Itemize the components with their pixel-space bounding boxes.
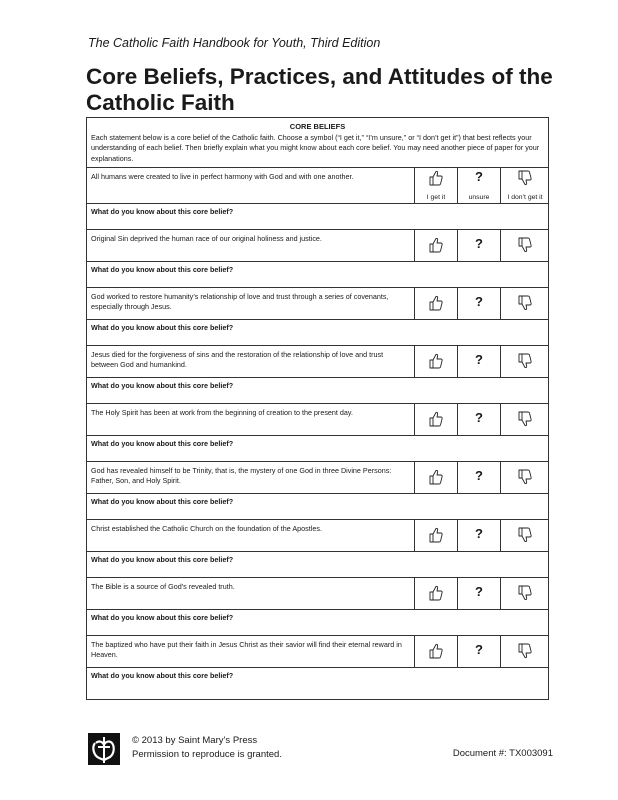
belief-row: [87, 288, 548, 320]
question-mark-icon: ?: [475, 584, 483, 599]
unsure-choice[interactable]: [457, 578, 500, 609]
get-it-choice[interactable]: [414, 404, 457, 435]
dont-get-it-choice[interactable]: [500, 346, 549, 377]
thumbs-up-icon: [429, 643, 443, 664]
get-it-choice[interactable]: [414, 168, 457, 203]
thumbs-up-icon: [429, 411, 443, 432]
answer-area[interactable]: [87, 204, 548, 230]
question-mark-icon: ?: [475, 169, 483, 184]
dont-get-it-label: I don’t get it: [507, 194, 543, 201]
permission-text: Permission to reproduce is granted.: [132, 749, 282, 760]
answer-area[interactable]: [87, 668, 548, 699]
belief-statement: The baptized who have put their faith in Jesus Christ as their savior will find their eternal reward in Heaven.: [91, 640, 402, 660]
answer-prompt: What do you know about this core belief?: [91, 671, 234, 680]
question-mark-icon: ?: [475, 642, 483, 657]
unsure-label: unsure: [468, 194, 490, 201]
answer-prompt: What do you know about this core belief?: [91, 207, 234, 216]
get-it-choice[interactable]: [414, 520, 457, 551]
thumbs-down-icon: [518, 469, 532, 490]
document-number: Document #: TX003091: [452, 748, 553, 759]
thumbs-down-icon: [518, 237, 532, 258]
thumbs-up-icon: [429, 353, 443, 374]
belief-statement: All humans were created to live in perfect harmony with God and with one another.: [91, 172, 354, 181]
answer-prompt: What do you know about this core belief?: [91, 497, 234, 506]
core-beliefs-table: [86, 117, 549, 700]
answer-area[interactable]: [87, 494, 548, 520]
belief-statement: The Bible is a source of God’s revealed truth.: [91, 582, 235, 591]
belief-statement: God has revealed himself to be Trinity, that is, the mystery of one God in three Divine Persons: Father, Son, and Holy Spirit.: [91, 466, 392, 486]
dont-get-it-choice[interactable]: [500, 168, 549, 203]
belief-row: [87, 578, 548, 610]
belief-row: [87, 404, 548, 436]
page-title: Core Beliefs, Practices, and Attitudes of the Catholic Faith: [86, 64, 553, 115]
dont-get-it-choice[interactable]: [500, 520, 549, 551]
thumbs-up-icon: [429, 295, 443, 316]
answer-area[interactable]: [87, 436, 548, 462]
unsure-choice[interactable]: [457, 404, 500, 435]
answer-prompt: What do you know about this core belief?: [91, 381, 234, 390]
question-mark-icon: ?: [475, 294, 483, 309]
answer-prompt: What do you know about this core belief?: [91, 323, 234, 332]
answer-area[interactable]: [87, 552, 548, 578]
thumbs-down-icon: [518, 527, 532, 548]
unsure-choice[interactable]: [457, 346, 500, 377]
unsure-choice[interactable]: [457, 520, 500, 551]
get-it-label: I get it: [426, 194, 446, 201]
book-title: The Catholic Faith Handbook for Youth, Third Edition: [88, 36, 381, 50]
footer: [88, 733, 553, 767]
answer-area[interactable]: [87, 378, 548, 404]
belief-row: [87, 462, 548, 494]
get-it-choice[interactable]: [414, 230, 457, 261]
question-mark-icon: ?: [475, 526, 483, 541]
answer-prompt: What do you know about this core belief?: [91, 555, 234, 564]
thumbs-up-icon: [429, 585, 443, 606]
belief-statement: God worked to restore humanity’s relationship of love and trust through a series of covenants, especially through Jesus.: [91, 292, 389, 312]
question-mark-icon: ?: [475, 468, 483, 483]
copyright-block: [132, 734, 282, 762]
thumbs-down-icon: [518, 643, 532, 664]
belief-statement: The Holy Spirit has been at work from the beginning of creation to the present day.: [91, 408, 353, 417]
dont-get-it-choice[interactable]: [500, 636, 549, 667]
belief-statement: Jesus died for the forgiveness of sins and the restoration of the relationship of love and trust between God and humankind.: [91, 350, 384, 370]
copyright-text: © 2013 by Saint Mary’s Press: [132, 735, 258, 746]
thumbs-down-icon: [518, 585, 532, 606]
belief-statement: Christ established the Catholic Church on the foundation of the Apostles.: [91, 524, 322, 533]
answer-area[interactable]: [87, 262, 548, 288]
dont-get-it-choice[interactable]: [500, 404, 549, 435]
unsure-choice[interactable]: [457, 636, 500, 667]
answer-prompt: What do you know about this core belief?: [91, 439, 234, 448]
unsure-choice[interactable]: [457, 288, 500, 319]
get-it-choice[interactable]: [414, 346, 457, 377]
table-heading: CORE BELIEFS: [289, 122, 346, 131]
thumbs-up-icon: [429, 237, 443, 258]
thumbs-down-icon: [518, 170, 532, 191]
question-mark-icon: ?: [475, 352, 483, 367]
answer-prompt: What do you know about this core belief?: [91, 265, 234, 274]
thumbs-up-icon: [429, 527, 443, 548]
answer-area[interactable]: [87, 320, 548, 346]
instructions-box: [87, 118, 548, 168]
thumbs-down-icon: [518, 353, 532, 374]
thumbs-up-icon: [429, 170, 443, 191]
belief-row: [87, 168, 548, 204]
belief-statement: Original Sin deprived the human race of our original holiness and justice.: [91, 234, 322, 243]
answer-area[interactable]: [87, 610, 548, 636]
question-mark-icon: ?: [475, 410, 483, 425]
get-it-choice[interactable]: [414, 578, 457, 609]
thumbs-up-icon: [429, 469, 443, 490]
unsure-choice[interactable]: [457, 230, 500, 261]
dont-get-it-choice[interactable]: [500, 230, 549, 261]
dont-get-it-choice[interactable]: [500, 288, 549, 319]
unsure-choice[interactable]: [457, 462, 500, 493]
thumbs-down-icon: [518, 295, 532, 316]
unsure-choice[interactable]: [457, 168, 500, 203]
get-it-choice[interactable]: [414, 462, 457, 493]
get-it-choice[interactable]: [414, 288, 457, 319]
thumbs-down-icon: [518, 411, 532, 432]
belief-row: [87, 636, 548, 668]
belief-row: [87, 346, 548, 378]
saint-marys-press-logo: [88, 733, 120, 765]
dont-get-it-choice[interactable]: [500, 578, 549, 609]
belief-row: [87, 520, 548, 552]
belief-row: [87, 230, 548, 262]
answer-prompt: What do you know about this core belief?: [91, 613, 234, 622]
get-it-choice[interactable]: [414, 636, 457, 667]
dont-get-it-choice[interactable]: [500, 462, 549, 493]
question-mark-icon: ?: [475, 236, 483, 251]
instructions-text: Each statement below is a core belief of the Catholic faith. Choose a symbol (“I get it,” “I’m unsure,” or “I don’t get it”) that best reflects your understanding of each belief. Then briefly explain what you might know about each core belief. You may need another piece of paper for your explanations.: [91, 133, 540, 163]
